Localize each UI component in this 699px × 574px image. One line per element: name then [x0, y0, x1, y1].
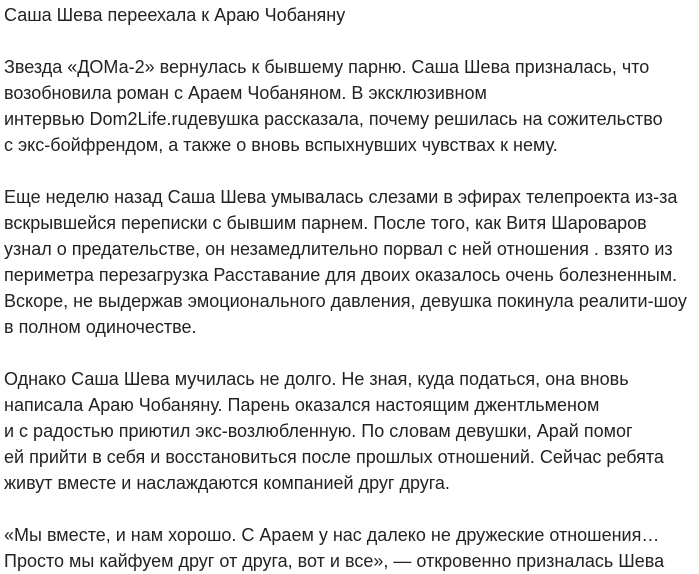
article-paragraph-2: [4, 184, 695, 340]
article-title: Саша Шева переехала к Араю Чобаняну: [4, 5, 346, 25]
paragraph-line: узнал о предательстве, он незамедлительно порвал с ней отношения . взято из: [4, 239, 673, 259]
paragraph-line: возобновила роман с Араем Чобаняном. В эксклюзивном: [4, 83, 487, 103]
paragraph-line: с экс-бойфрендом, а также о вновь вспыхнувших чувствах к нему.: [4, 135, 558, 155]
paragraph-line: «Мы вместе, и нам хорошо. С Араем у нас далеко не дружеские отношения…: [4, 525, 660, 545]
article: [0, 2, 699, 574]
paragraph-line: вскрывшейся переписки с бывшим парнем. После того, как Витя Шароваров: [4, 213, 647, 233]
paragraph-line: ей прийти в себя и восстановиться после прошлых отношений. Сейчас ребята: [4, 447, 664, 467]
paragraph-line: и с радостью приютил экс-возлюбленную. По словам девушки, Арай помог: [4, 421, 633, 441]
paragraph-line: Звезда «ДОМа-2» вернулась к бывшему парню. Саша Шева призналась, что: [4, 57, 650, 77]
paragraph-line: периметра перезагрузка Расставание для двоих оказалось очень болезненным.: [4, 265, 678, 285]
paragraph-line: интервью Dom2Life.ruдевушка рассказала, почему решилась на сожительство: [4, 109, 663, 129]
paragraph-line: Просто мы кайфуем друг от друга, вот и все», — откровенно призналась Шева: [4, 551, 665, 571]
article-paragraph-1: [4, 54, 695, 158]
paragraph-line: написала Араю Чобаняну. Парень оказался настоящим джентльменом: [4, 395, 600, 415]
article-paragraph-4: [4, 522, 695, 574]
paragraph-line: Однако Саша Шева мучилась не долго. Не зная, куда податься, она вновь: [4, 369, 629, 389]
paragraph-line: живут вместе и наслаждаются компанией друг друга.: [4, 473, 450, 493]
paragraph-line: в полном одиночестве.: [4, 317, 197, 337]
paragraph-line: Еще неделю назад Саша Шева умывалась слезами в эфирах телепроекта из-за: [4, 187, 678, 207]
paragraph-line: Вскоре, не выдержав эмоционального давления, девушка покинула реалити-шоу: [4, 291, 687, 311]
article-paragraph-3: [4, 366, 695, 496]
